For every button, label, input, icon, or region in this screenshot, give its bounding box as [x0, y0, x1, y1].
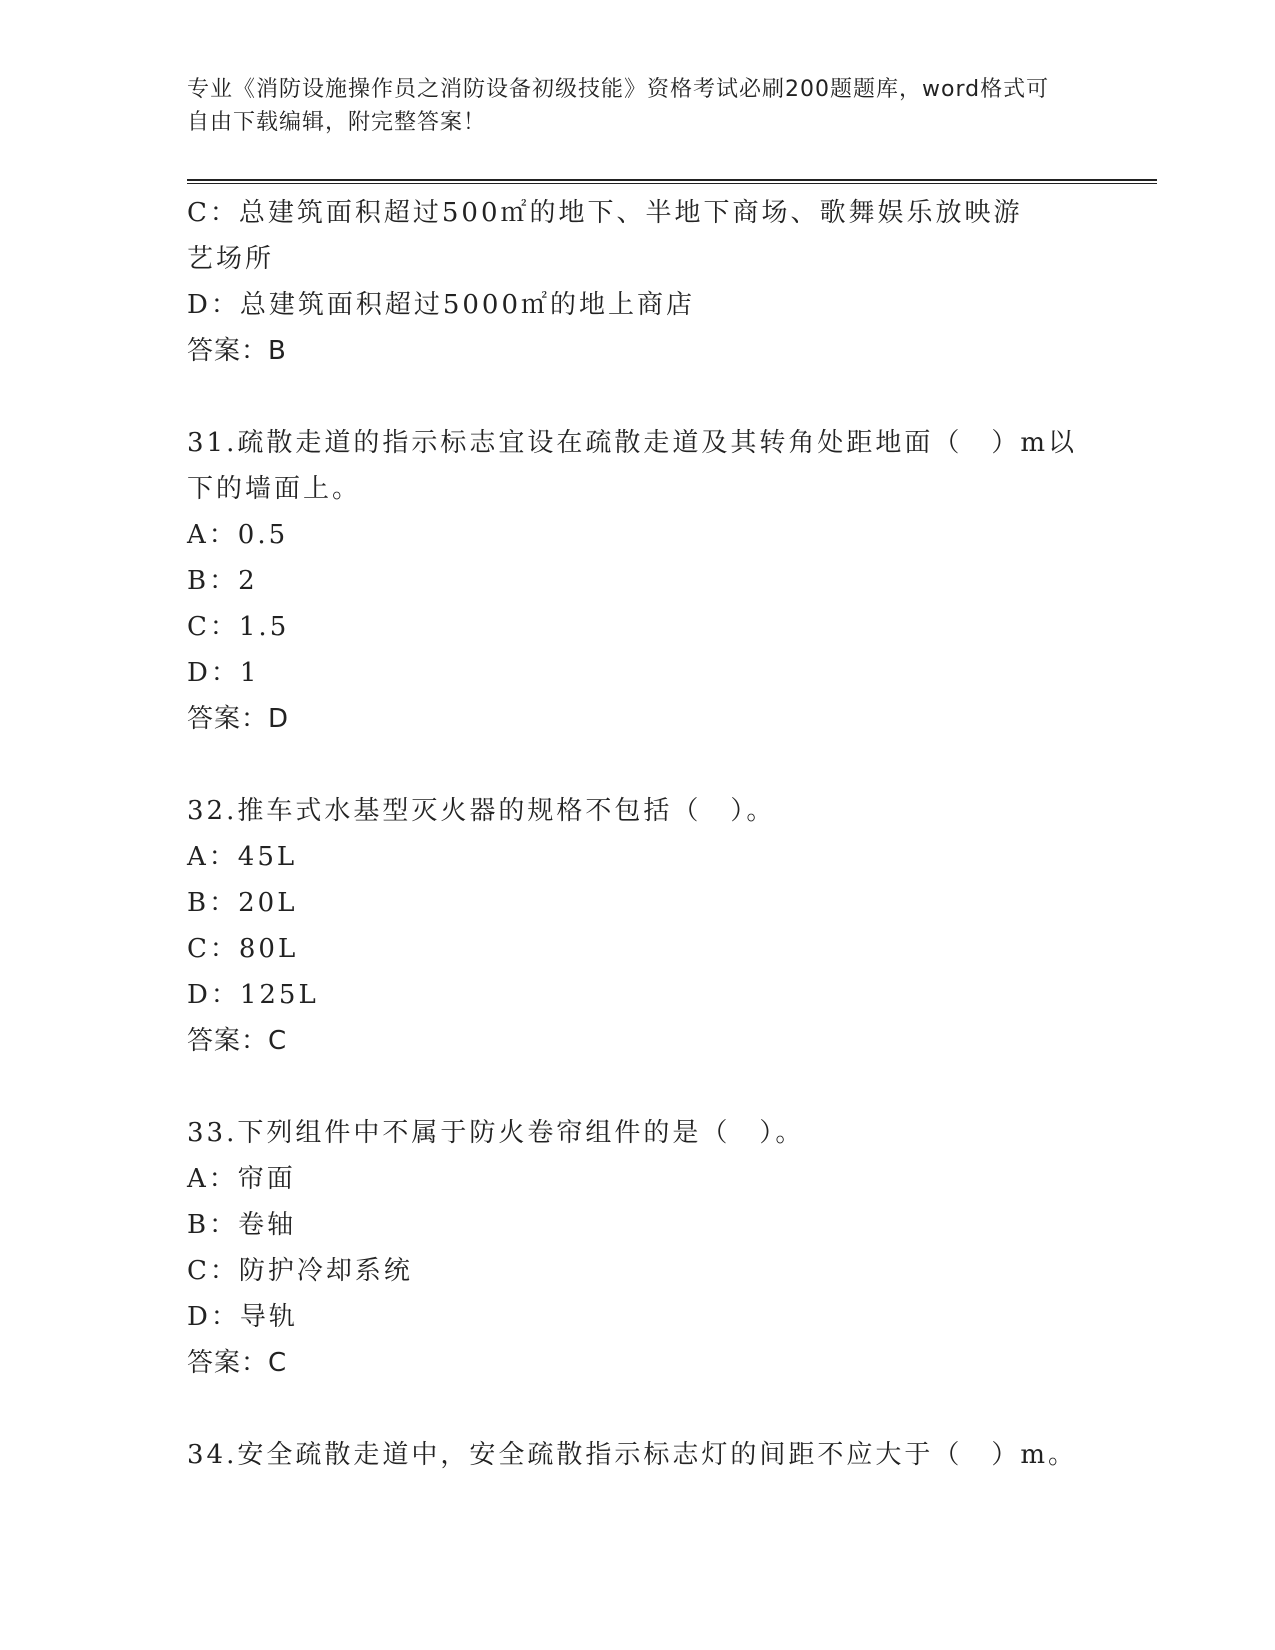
header-title: 专业《消防设施操作员之消防设备初级技能》资格考试必刷200题题库，word格式可自由下载编辑，附完整答案！	[187, 77, 1050, 135]
option-b: B：2	[187, 566, 258, 596]
document-header	[187, 73, 1067, 139]
question-stem-continued: 下的墙面上。	[187, 474, 362, 504]
question-stem: 33.下列组件中不属于防火卷帘组件的是（ ）。	[187, 1118, 805, 1148]
spacer	[187, 1386, 1067, 1432]
question-stem: 32.推车式水基型灭火器的规格不包括（ ）。	[187, 796, 776, 826]
option-d: D：总建筑面积超过5000㎡的地上商店	[187, 290, 696, 320]
previous-question-tail	[187, 190, 1067, 374]
spacer	[187, 1064, 1067, 1110]
option-c: C：1.5	[187, 612, 290, 642]
question-stem: 34.安全疏散走道中，安全疏散指示标志灯的间距不应大于（ ）m。	[187, 1440, 1078, 1470]
question-31	[187, 420, 1078, 742]
spacer	[187, 374, 1067, 420]
answer-line: 答案：C	[187, 1026, 288, 1056]
option-d: D：导轨	[187, 1302, 298, 1332]
question-33	[187, 1110, 1067, 1386]
answer-line: 答案：C	[187, 1348, 288, 1378]
option-b: B：卷轴	[187, 1210, 297, 1240]
answer-line: 答案：D	[187, 704, 290, 734]
option-c: C：防护冷却系统	[187, 1256, 413, 1286]
option-b: B：20L	[187, 888, 298, 918]
question-stem: 31.疏散走道的指示标志宜设在疏散走道及其转角处距地面（ ）m以	[187, 428, 1078, 458]
option-a: A：帘面	[187, 1164, 296, 1194]
option-a: A：0.5	[187, 520, 289, 550]
option-c: C：总建筑面积超过500㎡的地下、半地下商场、歌舞娱乐放映游艺场所	[187, 198, 1023, 274]
question-34	[187, 1432, 1078, 1478]
question-32	[187, 788, 1067, 1064]
spacer	[187, 742, 1067, 788]
option-a: A：45L	[187, 842, 298, 872]
header-rule-thin	[187, 183, 1157, 184]
answer-line: 答案：B	[187, 336, 287, 366]
option-c: C：80L	[187, 934, 299, 964]
question-content	[187, 190, 1078, 1478]
header-rule-thick	[187, 179, 1157, 181]
option-d: D：1	[187, 658, 260, 688]
option-d: D：125L	[187, 980, 319, 1010]
